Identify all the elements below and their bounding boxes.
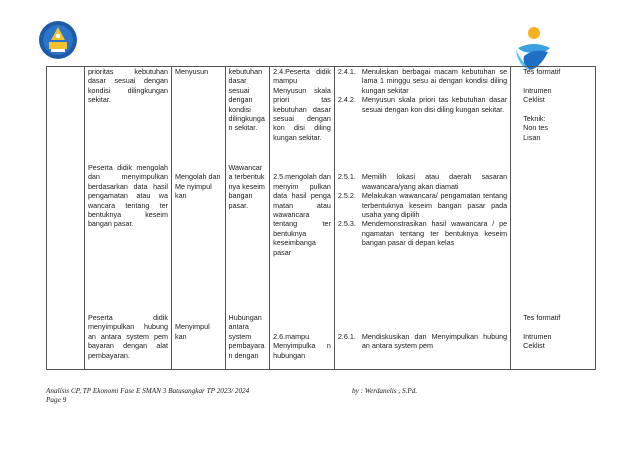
tut-wuri-handayani-logo <box>38 20 78 60</box>
table-row <box>47 67 596 164</box>
cp-tp-analysis-table <box>46 66 596 370</box>
indicator-item: 2.4.1. Menuliskan berbagai macam kebutuhan se lama 1 minggu sesu ai dengan kondisi diling kungan sekitar <box>337 67 508 95</box>
empty-cell <box>47 67 85 164</box>
learning-objective-cell: Peserta didik mengolah dan menyimpulkan berdasarkan data hasil pengamatan atau wa wancara tentang ter bentuknya keseim bangan pasar. <box>84 163 171 313</box>
learning-objective-cell: Peserta didik menyimpulkan hubung an antara system pem bayaran dengan alat pembayaran. <box>84 313 171 370</box>
table-row <box>47 163 596 313</box>
page-number: Page 9 <box>46 396 67 404</box>
assessment-cell: Tes formatif Intrumen Ceklist Teknik: Non tes Lisan <box>511 67 596 164</box>
keyword-cell: Menyimpul kan <box>171 313 225 370</box>
author-credit: by : Werdanelis , S.Pd. <box>352 387 418 395</box>
indicator-item: 2.5.1. Memilih lokasi atau daerah sasaran wawancara/yang akan diamati <box>337 172 508 191</box>
indicator-cell <box>334 163 510 313</box>
keyword-cell: Menyusun <box>171 67 225 164</box>
topic-cell: Wawancar a terbentuk nya keseim bangan pasar. <box>225 163 270 313</box>
document-footer <box>46 387 249 405</box>
empty-cell <box>47 313 85 370</box>
assessment-cell: Tes formatif Intrumen Ceklist <box>511 313 596 370</box>
keyword-cell: Mengolah dan Me nyimpul kan <box>171 163 225 313</box>
indicator-item: 2.6.1. Mendiskusikan dan Menyimpulkan hubung an antara system pem <box>337 331 508 351</box>
indicator-item: 2.5.2. Melakukan wawancara/ pengamatan tentang terbentuknya keseim bangan pasar pada usaha yang dipilih <box>337 191 508 220</box>
empty-cell <box>47 163 85 313</box>
learning-objective-cell: prioritas kebutuhan dasar sesuai dengan kondisi dilingkungan sekitar. <box>84 67 171 164</box>
indicator-cell <box>334 67 510 164</box>
assessment-cell <box>511 163 596 313</box>
goal-cell: 2.4.Peserta didik mampu Menyusun skala priori tas kebutuhan dasar sesuai dengan kon disi diling kungan sekitar. <box>270 67 335 164</box>
indicator-cell <box>334 313 510 370</box>
footer-title: Analisis CP, TP Ekonomi Fase E SMAN 3 Batusangkar TP 2023/ 2024 <box>46 387 250 395</box>
topic-cell: Hubungan antara system pembayara n dengan <box>225 313 270 370</box>
topic-cell: kebutuhan dasar sesuai dengan kondisi dilingkunga n sekitar. <box>225 67 270 164</box>
goal-cell: 2.5.mengolah dan menyim pulkan data hasil penga matan atau wawancara tentang ter bentuknya keseimbanga pasar <box>270 163 335 313</box>
goal-cell: 2.6.mampu Menyimpulka n hubungan <box>270 313 335 370</box>
indicator-item: 2.5.3. Mendemonstrasikan hasil wawancara / pe ngamatan tentang ter bentuknya keseim bangan pasar di depan kelas <box>337 219 508 248</box>
table-row <box>47 313 596 370</box>
indicator-item: 2.4.2. Menyusun skala priori tas kebutuhan dasar sesuai dengan kon disi diling kungan sekitar. <box>337 95 508 114</box>
